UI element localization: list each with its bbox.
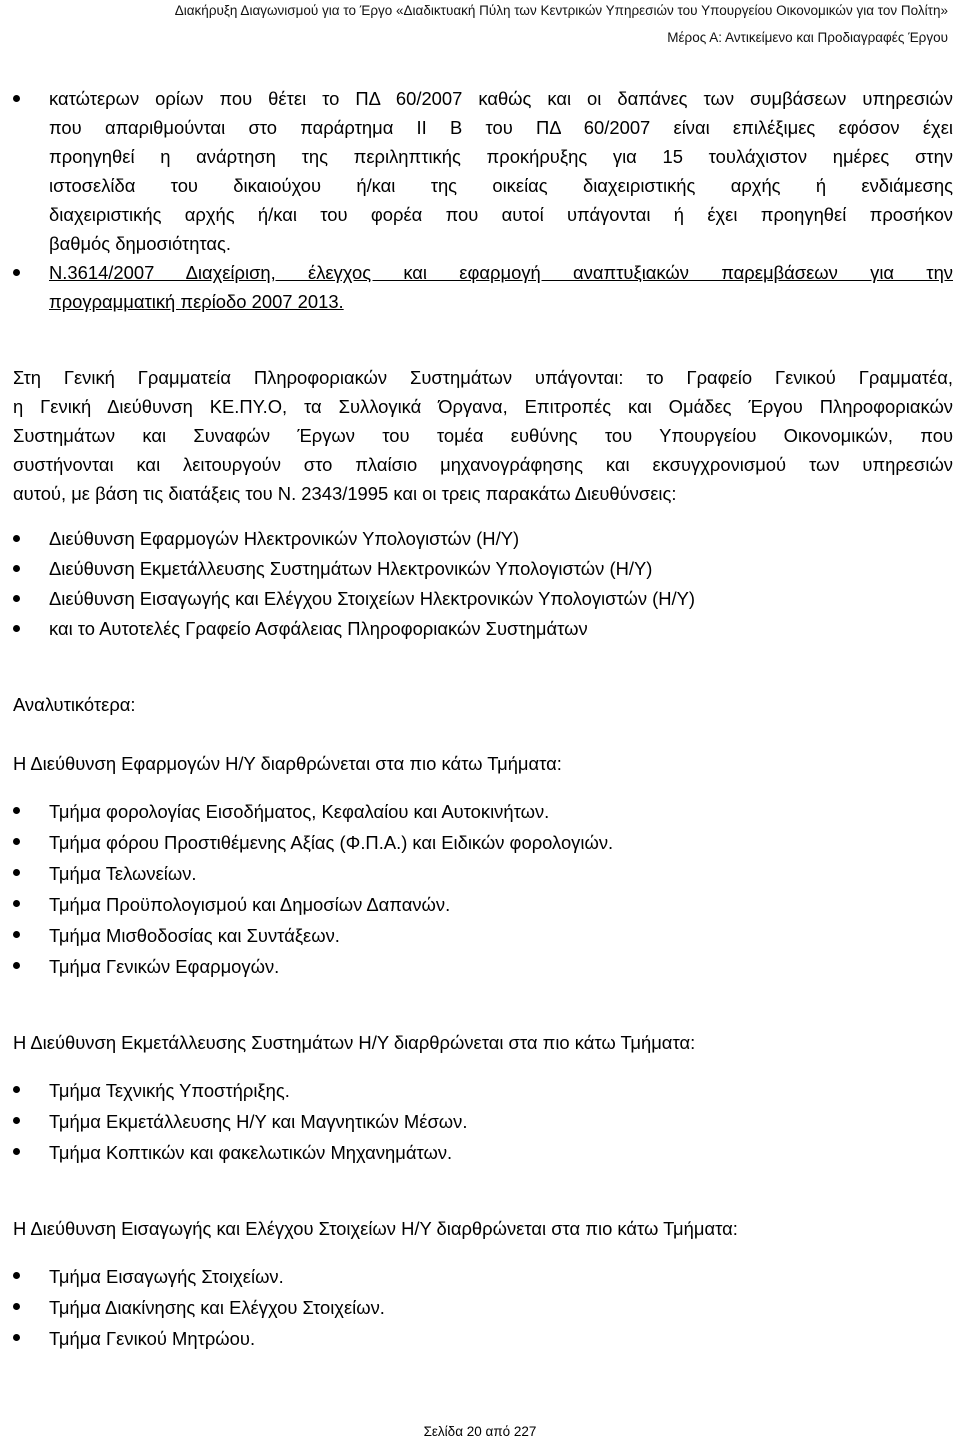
law-line: προγραμματική περίοδο 2007 2013. <box>49 291 344 312</box>
department-item: Τμήμα Γενικού Μητρώου. <box>13 1323 953 1354</box>
department-item: Τμήμα φορολογίας Εισοδήματος, Κεφαλαίου και Αυτοκινήτων. <box>13 796 953 827</box>
operations-heading: Η Διεύθυνση Εκμετάλλευσης Συστημάτων Η/Υ διαρθρώνεται στα πιο κάτω Τμήματα: <box>13 1032 696 1053</box>
data-entry-heading: Η Διεύθυνση Εισαγωγής και Ελέγχου Στοιχείων Η/Υ διαρθρώνεται στα πιο κάτω Τμήματα: <box>13 1218 738 1239</box>
directorate-item: Διεύθυνση Εφαρμογών Ηλεκτρονικών Υπολογιστών (Η/Υ) <box>13 524 953 554</box>
operations-list <box>13 1075 953 1168</box>
department-item: Τμήμα Προϋπολογισμού και Δημοσίων Δαπανών. <box>13 889 953 920</box>
intro-line: ιστοσελίδα του δικαιούχου ή/και της οικείας διαχειριστικής αρχής ή ενδιάμεσης <box>49 175 953 196</box>
directorates-list <box>13 524 953 644</box>
department-item: Τμήμα Γενικών Εφαρμογών. <box>13 951 953 982</box>
document-header-title: Διακήρυξη Διαγωνισμού για το Έργο «Διαδικτυακή Πύλη των Κεντρικών Υπηρεσιών του Υπουργείου Οικονομικών για τον Πολίτη» <box>174 3 948 18</box>
gsis-line: συστήνονται και λειτουργούν στο πλαίσιο μηχανογράφησης και εκσυγχρονισμού των υπηρεσιών <box>13 454 953 475</box>
law-line: Ν.3614/2007 Διαχείριση, έλεγχος και εφαρμογή αναπτυξιακών παρεμβάσεων για την <box>49 262 953 283</box>
gsis-line: αυτού, με βάση τις διατάξεις του Ν. 2343/1995 και οι τρεις παρακάτω Διευθύνσεις: <box>13 483 677 504</box>
department-item: Τμήμα Εισαγωγής Στοιχείων. <box>13 1261 953 1292</box>
intro-line: προηγηθεί η ανάρτηση της περιληπτικής προκήρυξης για 15 τουλάχιστον ημέρες στην <box>49 146 953 167</box>
data-entry-list <box>13 1261 953 1354</box>
department-item: Τμήμα Εκμετάλλευσης Η/Υ και Μαγνητικών Μέσων. <box>13 1106 953 1137</box>
detail-heading: Αναλυτικότερα: <box>13 694 136 715</box>
intro-line: κατώτερων ορίων που θέτει το ΠΔ 60/2007 καθώς και οι δαπάνες των συμβάσεων υπηρεσιών <box>49 88 953 109</box>
directorate-item: και το Αυτοτελές Γραφείο Ασφάλειας Πληροφοριακών Συστημάτων <box>13 614 953 644</box>
department-item: Τμήμα Διακίνησης και Ελέγχου Στοιχείων. <box>13 1292 953 1323</box>
department-item: Τμήμα Τεχνικής Υποστήριξης. <box>13 1075 953 1106</box>
document-body <box>13 84 953 1354</box>
gsis-line: Στη Γενική Γραμματεία Πληροφοριακών Συστημάτων υπάγονται: το Γραφείο Γενικού Γραμματέα, <box>13 367 953 388</box>
intro-bullet-item <box>13 84 953 258</box>
intro-line: που απαριθμούνται στο παράρτημα ΙΙ Β του ΠΔ 60/2007 είναι επιλέξιμες εφόσον έχει <box>49 117 953 138</box>
department-item: Τμήμα Κοπτικών και φακελωτικών Μηχανημάτων. <box>13 1137 953 1168</box>
intro-line: βαθμός δημοσιότητας. <box>49 233 232 254</box>
document-header-section: Μέρος Α: Αντικείμενο και Προδιαγραφές Έργου <box>667 30 948 45</box>
department-item: Τμήμα Τελωνείων. <box>13 858 953 889</box>
intro-bullet-list <box>13 84 953 316</box>
gsis-line: η Γενική Διεύθυνση ΚΕ.ΠΥ.Ο, τα Συλλογικά Όργανα, Επιτροπές και Ομάδες Έργου Πληροφοριακών <box>13 396 953 417</box>
intro-line: διαχειριστικής αρχής ή/και του φορέα που αυτοί υπάγονται ή έχει προηγηθεί προσήκον <box>49 204 953 225</box>
department-item: Τμήμα φόρου Προστιθέμενης Αξίας (Φ.Π.Α.) και Ειδικών φορολογιών. <box>13 827 953 858</box>
law-bullet-item <box>13 258 953 316</box>
directorate-item: Διεύθυνση Εκμετάλλευσης Συστημάτων Ηλεκτρονικών Υπολογιστών (Η/Υ) <box>13 554 953 584</box>
directorate-item: Διεύθυνση Εισαγωγής και Ελέγχου Στοιχείων Ηλεκτρονικών Υπολογιστών (Η/Υ) <box>13 584 953 614</box>
department-item: Τμήμα Μισθοδοσίας και Συντάξεων. <box>13 920 953 951</box>
applications-heading: Η Διεύθυνση Εφαρμογών Η/Υ διαρθρώνεται στα πιο κάτω Τμήματα: <box>13 753 562 774</box>
gsis-line: Συστημάτων και Συναφών Έργων του τομέα ευθύνης του Υπουργείου Οικονομικών, που <box>13 425 953 446</box>
applications-list <box>13 796 953 982</box>
page-number: Σελίδα 20 από 227 <box>423 1424 537 1439</box>
gsis-paragraph <box>13 363 953 508</box>
